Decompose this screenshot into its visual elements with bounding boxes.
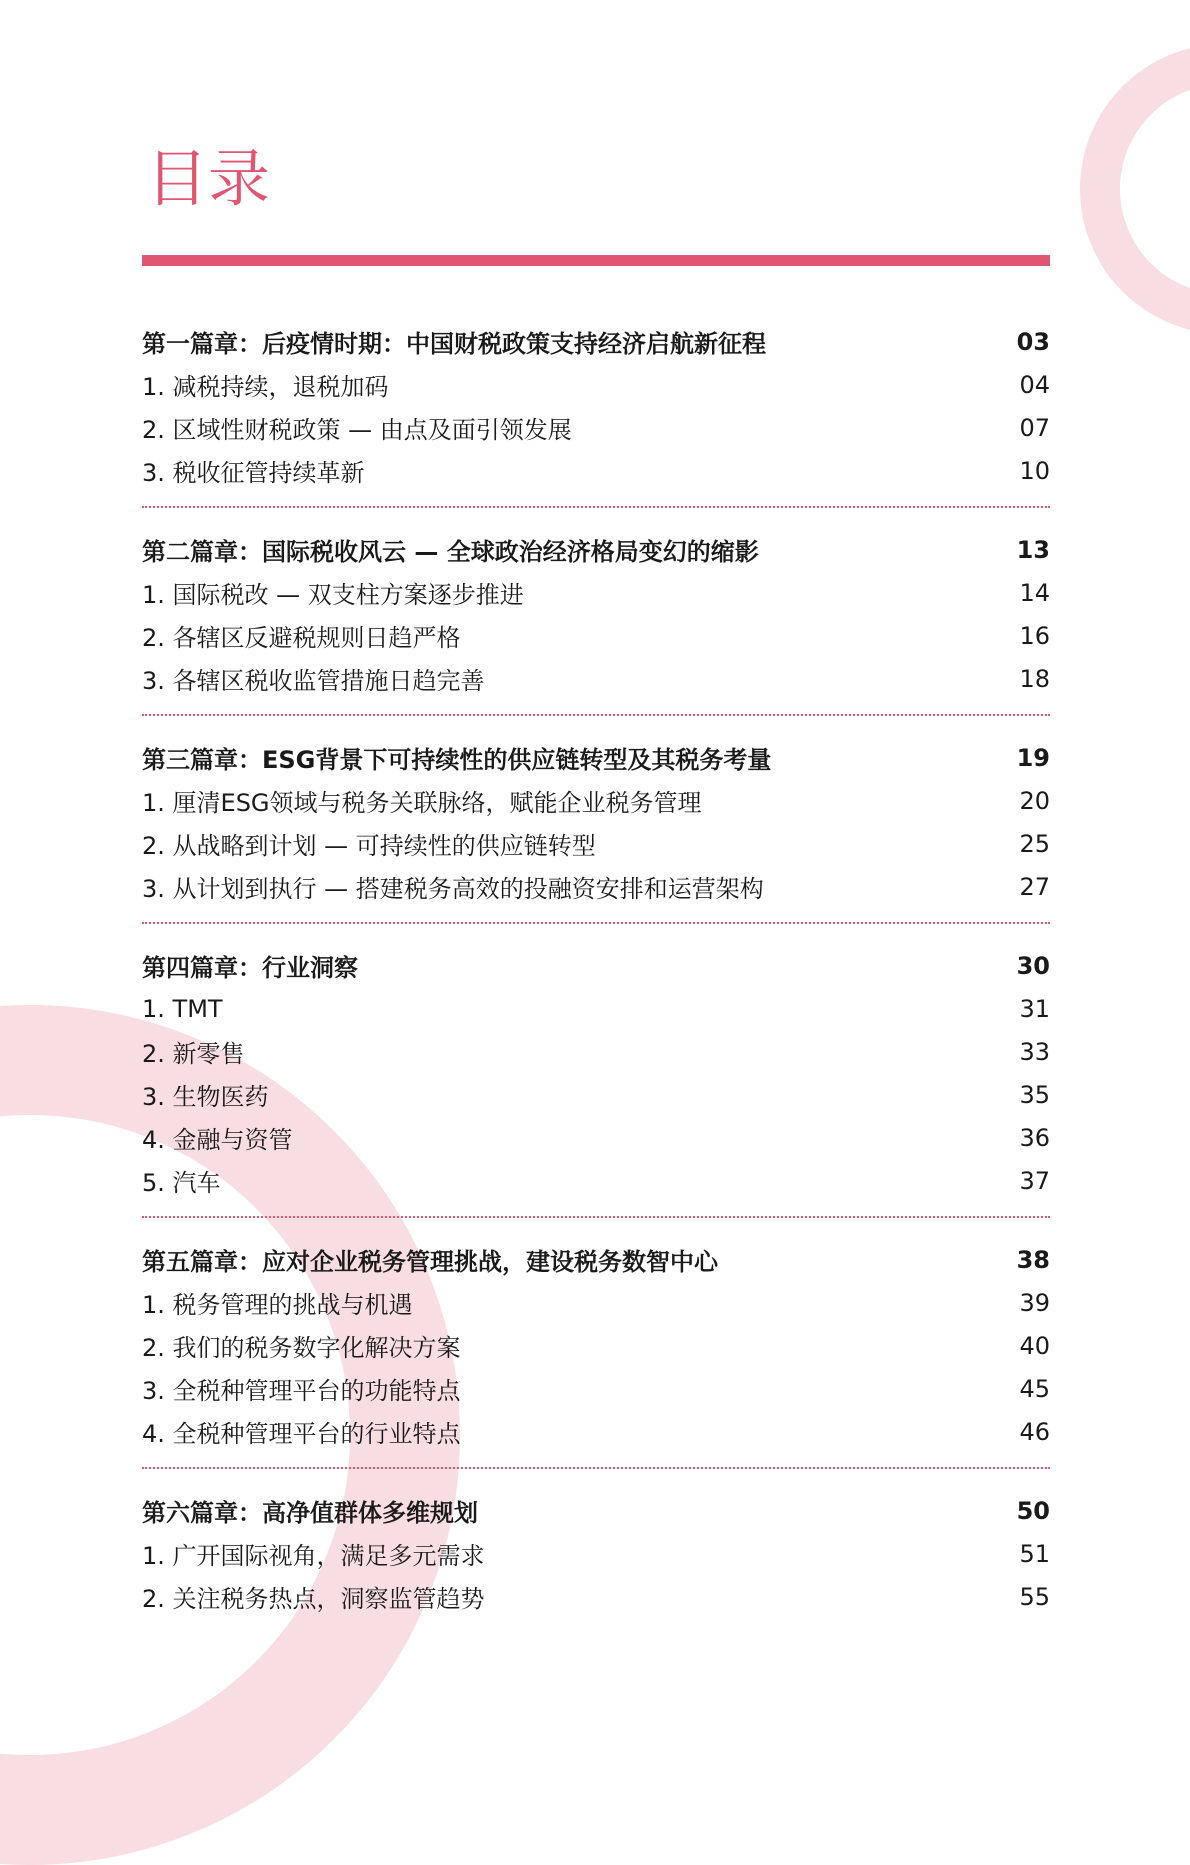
toc-entry[interactable] bbox=[142, 1367, 1050, 1410]
toc-entry[interactable] bbox=[142, 1324, 1050, 1367]
toc-entry[interactable] bbox=[142, 406, 1050, 449]
chapter-page-number: 13 bbox=[1016, 535, 1050, 564]
entry-title: 2. 从战略到计划 — 可持续性的供应链转型 bbox=[142, 832, 596, 860]
toc-entry[interactable] bbox=[142, 1116, 1050, 1159]
toc-entry[interactable] bbox=[142, 1532, 1050, 1575]
entry-title: 4. 全税种管理平台的行业特点 bbox=[142, 1420, 461, 1448]
entry-title: 4. 金融与资管 bbox=[142, 1126, 293, 1154]
entry-title: 1. 国际税改 — 双支柱方案逐步推进 bbox=[142, 581, 524, 609]
entry-title: 2. 我们的税务数字化解决方案 bbox=[142, 1334, 461, 1362]
toc-chapter-heading[interactable] bbox=[142, 944, 1050, 987]
entry-page-number: 25 bbox=[1019, 829, 1050, 858]
entry-page-number: 10 bbox=[1019, 456, 1050, 485]
toc-chapter-heading[interactable] bbox=[142, 736, 1050, 779]
chapter-page-number: 30 bbox=[1016, 951, 1050, 980]
toc-entry[interactable] bbox=[142, 1281, 1050, 1324]
decorative-ring-top bbox=[1080, 44, 1190, 334]
entry-title: 1. 减税持续，退税加码 bbox=[142, 373, 389, 401]
entry-title: 3. 各辖区税收监管措施日趋完善 bbox=[142, 667, 485, 695]
entry-page-number: 14 bbox=[1019, 578, 1050, 607]
entry-page-number: 45 bbox=[1019, 1374, 1050, 1403]
entry-title: 2. 关注税务热点，洞察监管趋势 bbox=[142, 1585, 485, 1613]
toc-entry[interactable] bbox=[142, 614, 1050, 657]
entry-page-number: 40 bbox=[1019, 1331, 1050, 1360]
toc-entry[interactable] bbox=[142, 1073, 1050, 1116]
entry-page-number: 27 bbox=[1019, 872, 1050, 901]
entry-title: 3. 全税种管理平台的功能特点 bbox=[142, 1377, 461, 1405]
entry-title: 1. 广开国际视角，满足多元需求 bbox=[142, 1542, 485, 1570]
toc-chapter-heading[interactable] bbox=[142, 1489, 1050, 1532]
entry-page-number: 33 bbox=[1019, 1037, 1050, 1066]
title-underline-bar bbox=[142, 255, 1050, 266]
toc-chapter bbox=[142, 944, 1050, 1218]
entry-page-number: 36 bbox=[1019, 1123, 1050, 1152]
entry-title: 3. 生物医药 bbox=[142, 1083, 269, 1111]
toc-chapter-heading[interactable] bbox=[142, 320, 1050, 363]
entry-page-number: 07 bbox=[1019, 413, 1050, 442]
entry-title: 3. 从计划到执行 — 搭建税务高效的投融资安排和运营架构 bbox=[142, 875, 764, 903]
chapter-page-number: 50 bbox=[1016, 1496, 1050, 1525]
toc-entry[interactable] bbox=[142, 657, 1050, 700]
entry-page-number: 31 bbox=[1019, 994, 1050, 1023]
toc-chapter-heading[interactable] bbox=[142, 1238, 1050, 1281]
toc-entry[interactable] bbox=[142, 363, 1050, 406]
entry-title: 1. 税务管理的挑战与机遇 bbox=[142, 1291, 413, 1319]
entry-title: 1. TMT bbox=[142, 994, 223, 1023]
entry-page-number: 16 bbox=[1019, 621, 1050, 650]
chapter-title: 第一篇章：后疫情时期：中国财税政策支持经济启航新征程 bbox=[142, 330, 766, 358]
toc-entry[interactable] bbox=[142, 571, 1050, 614]
entry-page-number: 55 bbox=[1019, 1582, 1050, 1611]
entry-title: 2. 新零售 bbox=[142, 1040, 245, 1068]
chapter-page-number: 38 bbox=[1016, 1245, 1050, 1274]
chapter-title: 第三篇章：ESG背景下可持续性的供应链转型及其税务考量 bbox=[142, 746, 772, 774]
entry-title: 2. 区域性财税政策 — 由点及面引领发展 bbox=[142, 416, 572, 444]
entry-page-number: 20 bbox=[1019, 786, 1050, 815]
toc-chapter bbox=[142, 528, 1050, 716]
entry-title: 1. 厘清ESG领域与税务关联脉络，赋能企业税务管理 bbox=[142, 789, 702, 817]
chapter-title: 第六篇章：高净值群体多维规划 bbox=[142, 1499, 478, 1527]
entry-page-number: 46 bbox=[1019, 1417, 1050, 1446]
entry-page-number: 39 bbox=[1019, 1288, 1050, 1317]
page-title: 目录 bbox=[146, 142, 271, 215]
chapter-title: 第二篇章：国际税收风云 — 全球政治经济格局变幻的缩影 bbox=[142, 538, 759, 566]
toc-entry[interactable] bbox=[142, 987, 1050, 1030]
entry-page-number: 18 bbox=[1019, 664, 1050, 693]
toc-chapter bbox=[142, 736, 1050, 924]
toc-entry[interactable] bbox=[142, 1030, 1050, 1073]
chapter-title: 第五篇章：应对企业税务管理挑战，建设税务数智中心 bbox=[142, 1248, 718, 1276]
table-of-contents bbox=[142, 320, 1050, 1652]
toc-entry[interactable] bbox=[142, 779, 1050, 822]
entry-page-number: 51 bbox=[1019, 1539, 1050, 1568]
toc-entry[interactable] bbox=[142, 865, 1050, 908]
entry-page-number: 37 bbox=[1019, 1166, 1050, 1195]
toc-chapter bbox=[142, 1238, 1050, 1469]
toc-chapter bbox=[142, 1489, 1050, 1632]
entry-title: 3. 税收征管持续革新 bbox=[142, 459, 365, 487]
toc-entry[interactable] bbox=[142, 449, 1050, 492]
toc-entry[interactable] bbox=[142, 1159, 1050, 1202]
entry-page-number: 04 bbox=[1019, 370, 1050, 399]
toc-chapter-heading[interactable] bbox=[142, 528, 1050, 571]
toc-entry[interactable] bbox=[142, 822, 1050, 865]
toc-entry[interactable] bbox=[142, 1575, 1050, 1618]
chapter-title: 第四篇章：行业洞察 bbox=[142, 954, 358, 982]
entry-title: 5. 汽车 bbox=[142, 1169, 221, 1197]
entry-page-number: 35 bbox=[1019, 1080, 1050, 1109]
toc-entry[interactable] bbox=[142, 1410, 1050, 1453]
chapter-page-number: 03 bbox=[1016, 327, 1050, 356]
toc-chapter bbox=[142, 320, 1050, 508]
chapter-page-number: 19 bbox=[1016, 743, 1050, 772]
entry-title: 2. 各辖区反避税规则日趋严格 bbox=[142, 624, 461, 652]
